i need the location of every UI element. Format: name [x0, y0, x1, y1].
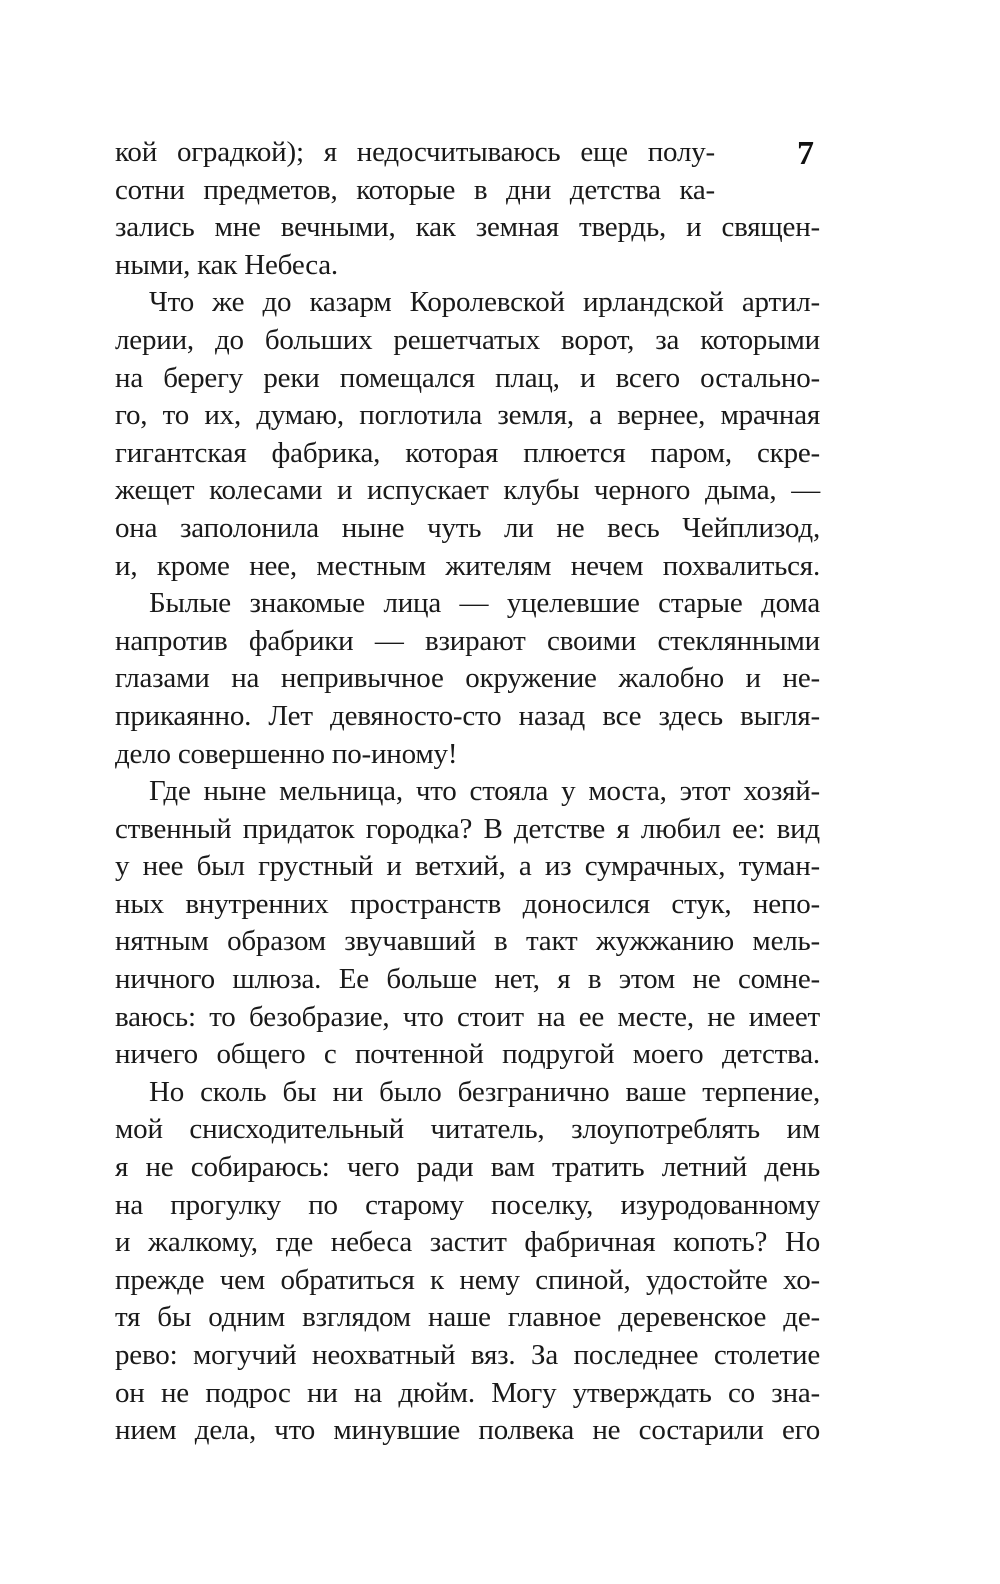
text-line: сотни предметов, которые в дни детства ка-: [115, 173, 715, 206]
text-line: нятным образом звучавший в такт жужжанию мель-: [115, 925, 820, 958]
text-line: Былые знакомые лица — уцелевшие старые дома: [149, 587, 820, 620]
text-line: кой оградкой); я недосчитываюсь еще полу-: [115, 136, 715, 168]
text-line: тя бы одним взглядом наше главное деревенское де-: [115, 1301, 820, 1334]
text-line: ничего общего с почтенной подругой моего детства.: [115, 1038, 820, 1071]
text-line: жещет колесами и испускает клубы черного дыма, —: [115, 474, 820, 507]
paragraph: [115, 284, 820, 585]
text-line: она заполонила ныне чуть ли не весь Чейплизод,: [115, 511, 820, 544]
text-line: он не подрос ни на дюйм. Могу утверждать со зна-: [115, 1376, 820, 1409]
paragraph: [115, 773, 820, 1074]
text-line: мой снисходительный читатель, злоупотреблять им: [115, 1113, 820, 1146]
text-line: лерии, до больших решетчатых ворот, за которыми: [115, 323, 820, 356]
text-line: дело совершенно по-иному!: [115, 737, 458, 770]
book-page-text: [115, 134, 820, 1450]
text-line: я не собираюсь: чего ради вам тратить летний день: [115, 1151, 820, 1184]
text-line: ственный придаток городка? В детстве я любил ее: вид: [115, 812, 820, 845]
text-line: нием дела, что минувшие полвека не состарили его: [115, 1414, 820, 1447]
text-line: ных внутренних пространств доносился стук, непо-: [115, 887, 820, 920]
text-line: Но сколь бы ни было безгранично ваше терпение,: [149, 1075, 820, 1108]
text-line: го, то их, думаю, поглотила земля, а вернее, мрачная: [115, 399, 820, 432]
text-line: напротив фабрики — взирают своими стеклянными: [115, 624, 820, 657]
text-line: прежде чем обратиться к нему спиной, удостойте хо-: [115, 1263, 820, 1296]
text-line: глазами на непривычное окружение жалобно и не-: [115, 662, 820, 695]
paragraph-continued: [115, 134, 820, 284]
text-line: Где ныне мельница, что стояла у моста, этот хозяй-: [149, 775, 820, 808]
paragraph: [115, 585, 820, 773]
text-line: у нее был грустный и ветхий, а из сумрачных, туман-: [115, 850, 820, 883]
text-line: прикаянно. Лет девяносто-сто назад все здесь выгля-: [115, 699, 820, 732]
text-line: на берегу реки помещался плац, и всего остально-: [115, 361, 820, 394]
paragraph: [115, 1074, 820, 1450]
text-line: ничного шлюза. Ее больше нет, я в этом не сомне-: [115, 963, 820, 996]
text-line: Что же до казарм Королевской ирландской артил-: [149, 286, 820, 319]
text-line: и жалкому, где небеса застит фабричная копоть? Но: [115, 1226, 820, 1259]
text-line: ными, как Небеса.: [115, 248, 338, 281]
text-line: на прогулку по старому поселку, изуродованному: [115, 1188, 820, 1221]
text-line: ваюсь: то безобразие, что стоит на ее месте, не имеет: [115, 1000, 820, 1033]
text-line: зались мне вечными, как земная твердь, и священ-: [115, 211, 820, 244]
text-line: и, кроме нее, местным жителям нечем похвалиться.: [115, 549, 820, 582]
text-line: рево: могучий неохватный вяз. За последнее столетие: [115, 1339, 820, 1371]
page-number: 7: [797, 135, 814, 172]
text-line: гигантская фабрика, которая плюется паром, скре-: [115, 436, 820, 469]
